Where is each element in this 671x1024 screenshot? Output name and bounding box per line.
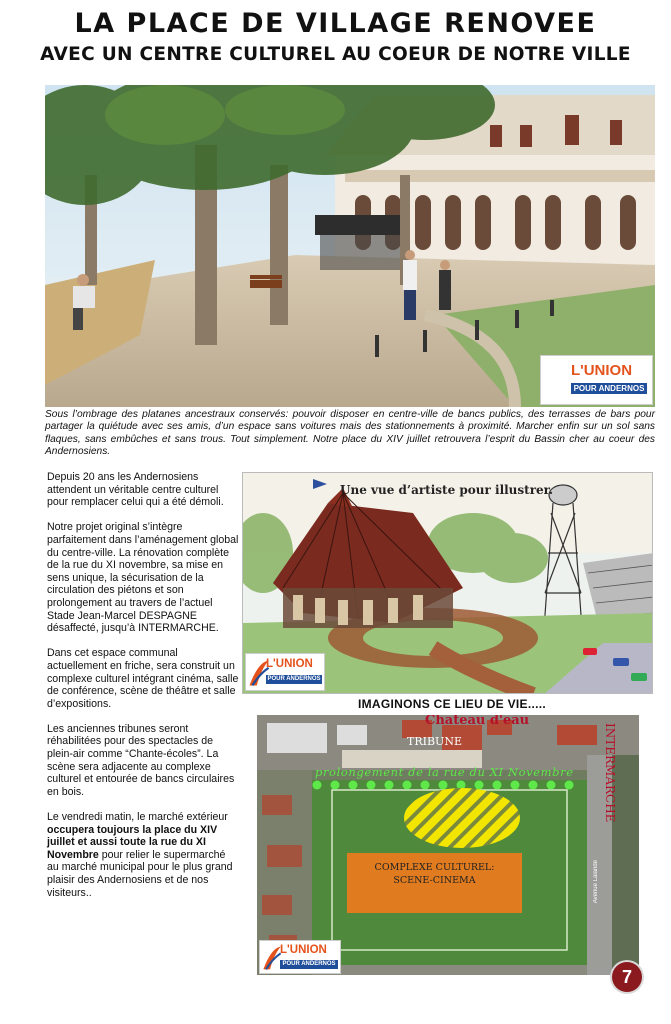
paragraph: Dans cet espace communal actuellement en friche, sera construit un complexe culturel intégrant cinéma, salle de conférence, scène de théâtre et salle d’expositions. (47, 647, 239, 710)
street-label: Avenue Lalande (593, 860, 599, 904)
paragraph-bold-text: occupera toujours la place du XIV juillet et aussi toute la rue du XI Novembre (47, 823, 218, 861)
complexe-label-line2: SCENE-CINEMA (393, 875, 476, 886)
village-square-photo (45, 85, 655, 407)
tribune-label: TRIBUNE (407, 735, 462, 748)
chateau-deau-label: Chateau d'eau (425, 715, 530, 728)
logo-subtitle: POUR ANDERNOS (571, 383, 647, 394)
paragraph-text: Le vendredi matin, le marché extérieur (47, 811, 228, 824)
paragraph-text: pour relier le supermarché au marché municipal pour le plus grand plaisir des Andernosiens et de nos visiteurs.. (47, 848, 233, 899)
logo-subtitle: POUR ANDERNOS (267, 676, 321, 682)
page-number-badge: 7 (612, 962, 642, 992)
intermarche-label: INTERMARCHE (603, 723, 617, 823)
union-logo (245, 653, 325, 691)
section-heading: IMAGINONS CE LIEU DE VIE..... (357, 697, 547, 711)
paragraph: Les anciennes tribunes seront réhabilitées pour des spectacles de plein-air comme “Chante-écoles”. La scène sera adjacente au complexe culturel et entourée de bancs circulaires en bois. (47, 722, 235, 798)
page-subtitle: AVEC UN CENTRE CULTUREL AU COEUR DE NOTRE VILLE (40, 44, 631, 65)
aerial-view (257, 715, 639, 975)
article-body (47, 471, 240, 912)
photo-caption: Sous l’ombrage des platanes ancestraux conservés: pouvoir disposer en centre-ville de bancs publics, des terrasses de bars pour partager la quiétude avec ses amis, d’un espace sans voitures mais des stationnements à proximité. Marcher enfin sur un sol sans flaques, sans embûches et sans trous. Tout simplement. Notre place du XIV juillet retrouvera l’esprit du Bassin cher au coeur des Andernosiens. (45, 409, 655, 458)
logo-title: L'UNION (266, 658, 313, 670)
logo-title: L'UNION (571, 362, 633, 379)
artist-sketch (242, 472, 653, 694)
union-logo (540, 355, 653, 405)
paragraph: Notre projet original s’intègre parfaitement dans l’aménagement global du centre-ville. La rénovation complète de la rue du XI novembre, sa mise en sens unique, la sécurisation de la circulation des piétons et son prolongement au travers de l’actuel Stade Jean-Marcel DESPAGNE désaffecté, jusqu’à INTERMARCHE. (47, 521, 239, 635)
paragraph: Depuis 20 ans les Andernosiens attendent un véritable centre culturel pour remplacer celui qui a été démoli. (47, 471, 224, 509)
aerial-map (257, 715, 639, 975)
prolongement-label: prolongement de la rue du XI Novembre (315, 765, 574, 779)
complexe-label (347, 861, 522, 887)
page-title: LA PLACE DE VILLAGE RENOVEE (74, 8, 597, 39)
sketch-title: Une vue d’artiste pour illustrer. (340, 483, 554, 497)
union-logo (259, 940, 341, 974)
paragraph (47, 811, 240, 899)
logo-subtitle: POUR ANDERNOS (280, 960, 338, 969)
complexe-label-line1: COMPLEXE CULTUREL: (374, 862, 495, 873)
logo-title: L'UNION (280, 944, 327, 956)
swoosh-icon (262, 944, 282, 972)
